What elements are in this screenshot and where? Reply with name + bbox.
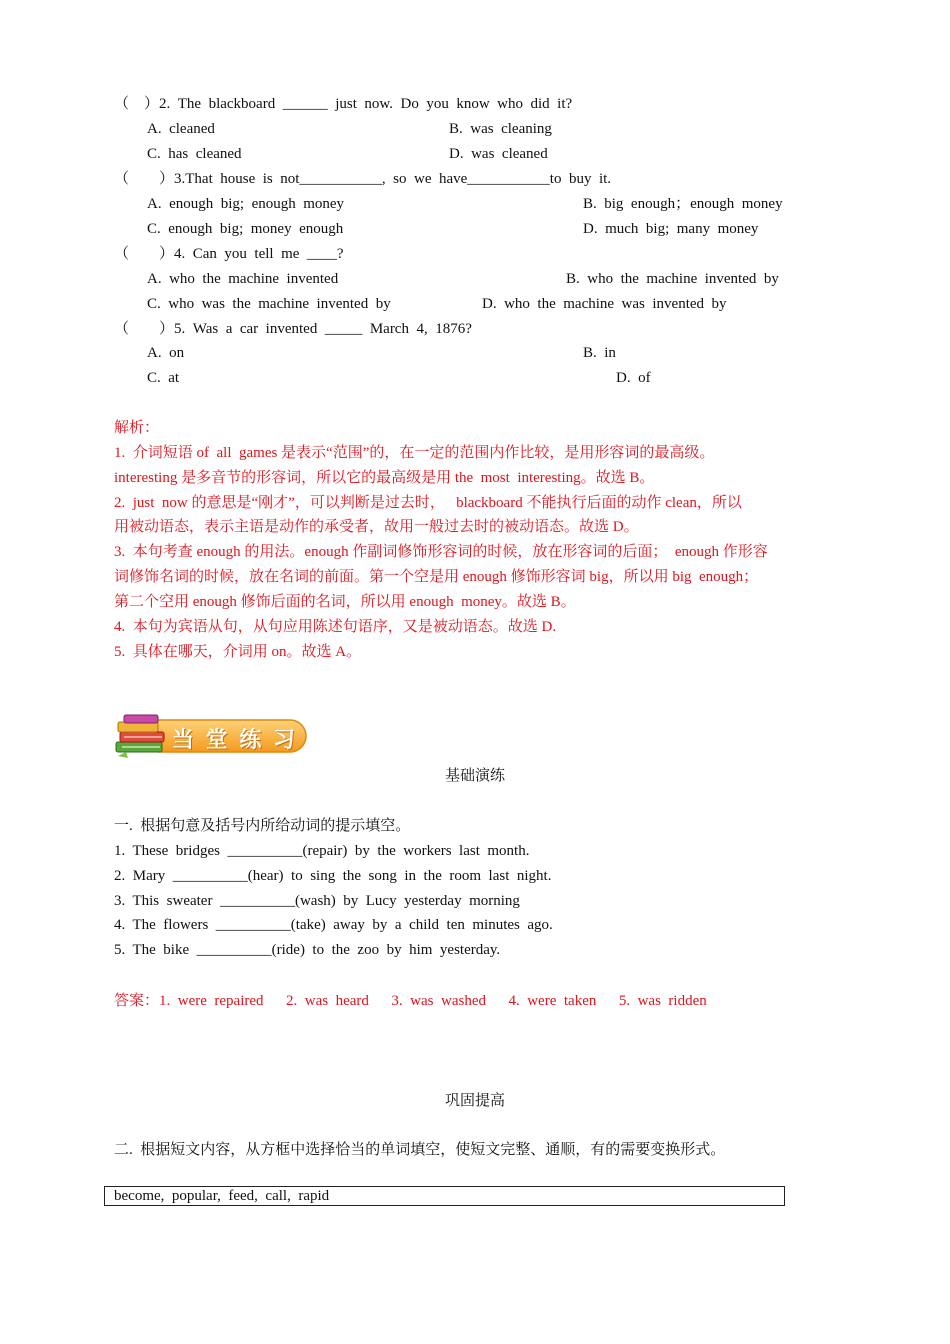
practice-banner	[114, 712, 310, 762]
question-2-option-c: C. has cleaned	[147, 146, 242, 162]
fill-blank-item: 1. These bridges __________(repair) by the workers last month.	[114, 843, 530, 859]
word-bank-box	[104, 1186, 785, 1206]
section-1-title: 基础演练	[444, 768, 505, 784]
question-2-option-b: B. was cleaning	[449, 121, 552, 137]
analysis-line: 5. 具体在哪天，介词用 on。故选 A。	[114, 644, 362, 660]
analysis-line: 用被动语态，表示主语是动作的承受者，故用一般过去时的被动语态。故选 D。	[114, 519, 639, 535]
question-5-option-a: A. on	[147, 345, 185, 361]
fill-blank-item: 5. The bike __________(ride) to the zoo by him yesterday.	[114, 942, 501, 958]
section-2-instruction: 二. 根据短文内容，从方框中选择恰当的单词填空，使短文完整、通顺，有的需要变换形式。	[114, 1142, 726, 1158]
question-3-stem: （ ）3.That house is not___________, so we have___________to buy it.	[114, 171, 612, 187]
analysis-line: interesting 是多音节的形容词，所以它的最高级是用 the most interesting。故选 B。	[114, 470, 655, 486]
question-4-option-c: C. who was the machine invented by	[147, 296, 391, 312]
question-3-option-c: C. enough big; money enough	[147, 221, 344, 237]
question-5-option-d: D. of	[616, 370, 651, 386]
analysis-line: 1. 介词短语 of all games 是表示“范围”的，在一定的范围内作比较，是用形容词的最高级。	[114, 445, 715, 461]
question-2-option-d: D. was cleaned	[449, 146, 548, 162]
question-4-stem: （ ）4. Can you tell me ____?	[114, 246, 344, 262]
question-5-option-c: C. at	[147, 370, 180, 386]
question-3-option-a: A. enough big; enough money	[147, 196, 345, 212]
banner-text: 当 堂 练 习	[172, 728, 297, 753]
section-1-instruction: 一. 根据句意及括号内所给动词的提示填空。	[114, 818, 411, 834]
analysis-line: 第二个空用 enough 修饰后面的名词，所以用 enough money。故选 B。	[114, 594, 576, 610]
section-2-title: 巩固提高	[444, 1093, 505, 1109]
word-bank-words: become, popular, feed, call, rapid	[114, 1188, 330, 1204]
question-5-stem: （ ）5. Was a car invented _____ March 4, 1876?	[114, 321, 472, 337]
analysis-line: 2. just now 的意思是“刚才”，可以判断是过去时， blackboard 不能执行后面的动作 clean，所以	[114, 495, 742, 511]
question-5-option-b: B. in	[583, 345, 616, 361]
question-4-option-a: A. who the machine invented	[147, 271, 339, 287]
analysis-line: 4. 本句为宾语从句，从句应用陈述句语序，又是被动语态。故选 D.	[114, 619, 557, 635]
fill-blank-item: 4. The flowers __________(take) away by a child ten minutes ago.	[114, 917, 553, 933]
question-4-option-d: D. who the machine was invented by	[482, 296, 727, 312]
analysis-line: 词修饰名词的时候，放在名词的前面。第一个空是用 enough 修饰形容词 big，所以用 big enough；	[114, 569, 759, 585]
question-2-option-a: A. cleaned	[147, 121, 215, 137]
question-4-option-b: B. who the machine invented by	[566, 271, 779, 287]
analysis-line: 3. 本句考查 enough 的用法。enough 作副词修饰形容词的时候，放在形容词的后面； enough 作形容	[114, 544, 768, 560]
fill-blank-item: 2. Mary __________(hear) to sing the song in the room last night.	[114, 868, 552, 884]
question-2-stem: （ ）2. The blackboard ______ just now. Do you know who did it?	[114, 96, 573, 112]
analysis-heading: 解析：	[114, 420, 160, 436]
section-1-answer: 答案：1. were repaired 2. was heard 3. was washed 4. were taken 5. was ridden	[114, 993, 707, 1009]
question-3-option-d: D. much big; many money	[583, 221, 759, 237]
fill-blank-item: 3. This sweater __________(wash) by Lucy yesterday morning	[114, 893, 520, 909]
question-3-option-b: B. big enough；enough money	[583, 196, 783, 212]
